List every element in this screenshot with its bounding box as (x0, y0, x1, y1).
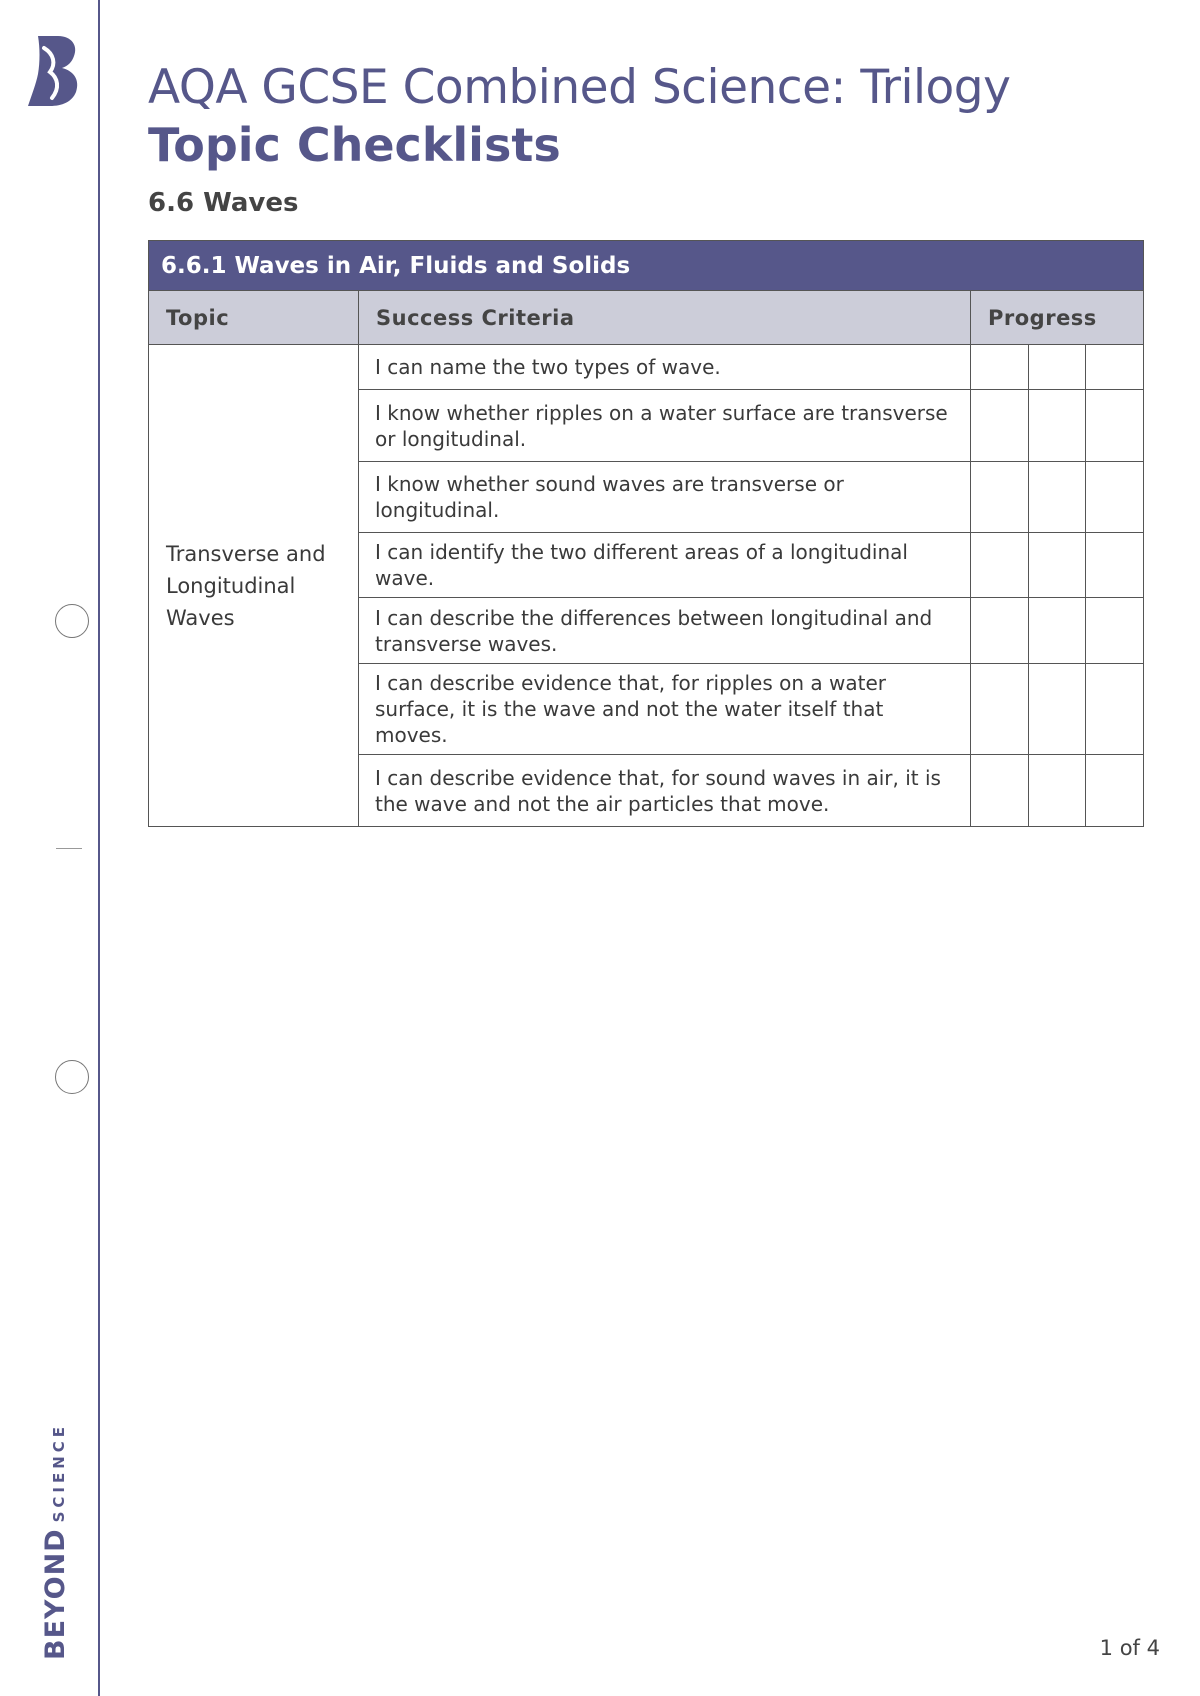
progress-box[interactable] (1029, 755, 1086, 827)
margin-line (98, 0, 100, 1696)
criteria-cell: I know whether ripples on a water surface are transverse or longitudinal. (359, 390, 971, 462)
progress-box[interactable] (971, 390, 1029, 462)
progress-box[interactable] (1086, 755, 1144, 827)
progress-box[interactable] (1029, 533, 1086, 598)
page-number: 1 of 4 (1099, 1636, 1160, 1660)
column-header-row (149, 291, 1144, 345)
brand-vertical (40, 1423, 71, 1660)
punch-hole-icon (55, 1060, 89, 1094)
table-heading-row (149, 241, 1144, 291)
progress-box[interactable] (1029, 390, 1086, 462)
progress-box[interactable] (1086, 345, 1144, 390)
progress-box[interactable] (1086, 390, 1144, 462)
table-row (149, 345, 1144, 390)
progress-box[interactable] (971, 462, 1029, 533)
criteria-cell: I can identify the two different areas of a longitudinal wave. (359, 533, 971, 598)
column-header-criteria: Success Criteria (359, 291, 971, 345)
progress-box[interactable] (1029, 345, 1086, 390)
progress-box[interactable] (1029, 462, 1086, 533)
criteria-cell: I can name the two types of wave. (359, 345, 971, 390)
beyond-logo-icon (24, 34, 80, 108)
topic-cell: Transverse and Longitudinal Waves (149, 345, 359, 827)
column-header-progress: Progress (971, 291, 1144, 345)
table-heading: 6.6.1 Waves in Air, Fluids and Solids (149, 241, 1144, 291)
document-title: AQA GCSE Combined Science: Trilogy (148, 60, 1011, 115)
criteria-cell: I can describe evidence that, for ripples on a water surface, it is the wave and not the water itself that moves. (359, 664, 971, 755)
criteria-cell: I know whether sound waves are transverse or longitudinal. (359, 462, 971, 533)
column-header-topic: Topic (149, 291, 359, 345)
punch-hole-icon (55, 604, 89, 638)
progress-box[interactable] (971, 345, 1029, 390)
progress-box[interactable] (1029, 598, 1086, 664)
progress-box[interactable] (971, 598, 1029, 664)
progress-box[interactable] (971, 533, 1029, 598)
progress-box[interactable] (971, 664, 1029, 755)
progress-box[interactable] (971, 755, 1029, 827)
section-title: 6.6 Waves (148, 188, 299, 218)
progress-box[interactable] (1086, 664, 1144, 755)
progress-box[interactable] (1086, 462, 1144, 533)
brand-word-beyond: BEYOND (40, 1528, 71, 1660)
criteria-cell: I can describe evidence that, for sound waves in air, it is the wave and not the air particles that move. (359, 755, 971, 827)
checklist-table (148, 240, 1144, 827)
progress-box[interactable] (1086, 598, 1144, 664)
progress-box[interactable] (1086, 533, 1144, 598)
brand-word-science: SCIENCE (50, 1422, 68, 1523)
criteria-cell: I can describe the differences between longitudinal and transverse waves. (359, 598, 971, 664)
document-subtitle: Topic Checklists (148, 118, 561, 172)
fold-mark (56, 848, 82, 849)
progress-box[interactable] (1029, 664, 1086, 755)
